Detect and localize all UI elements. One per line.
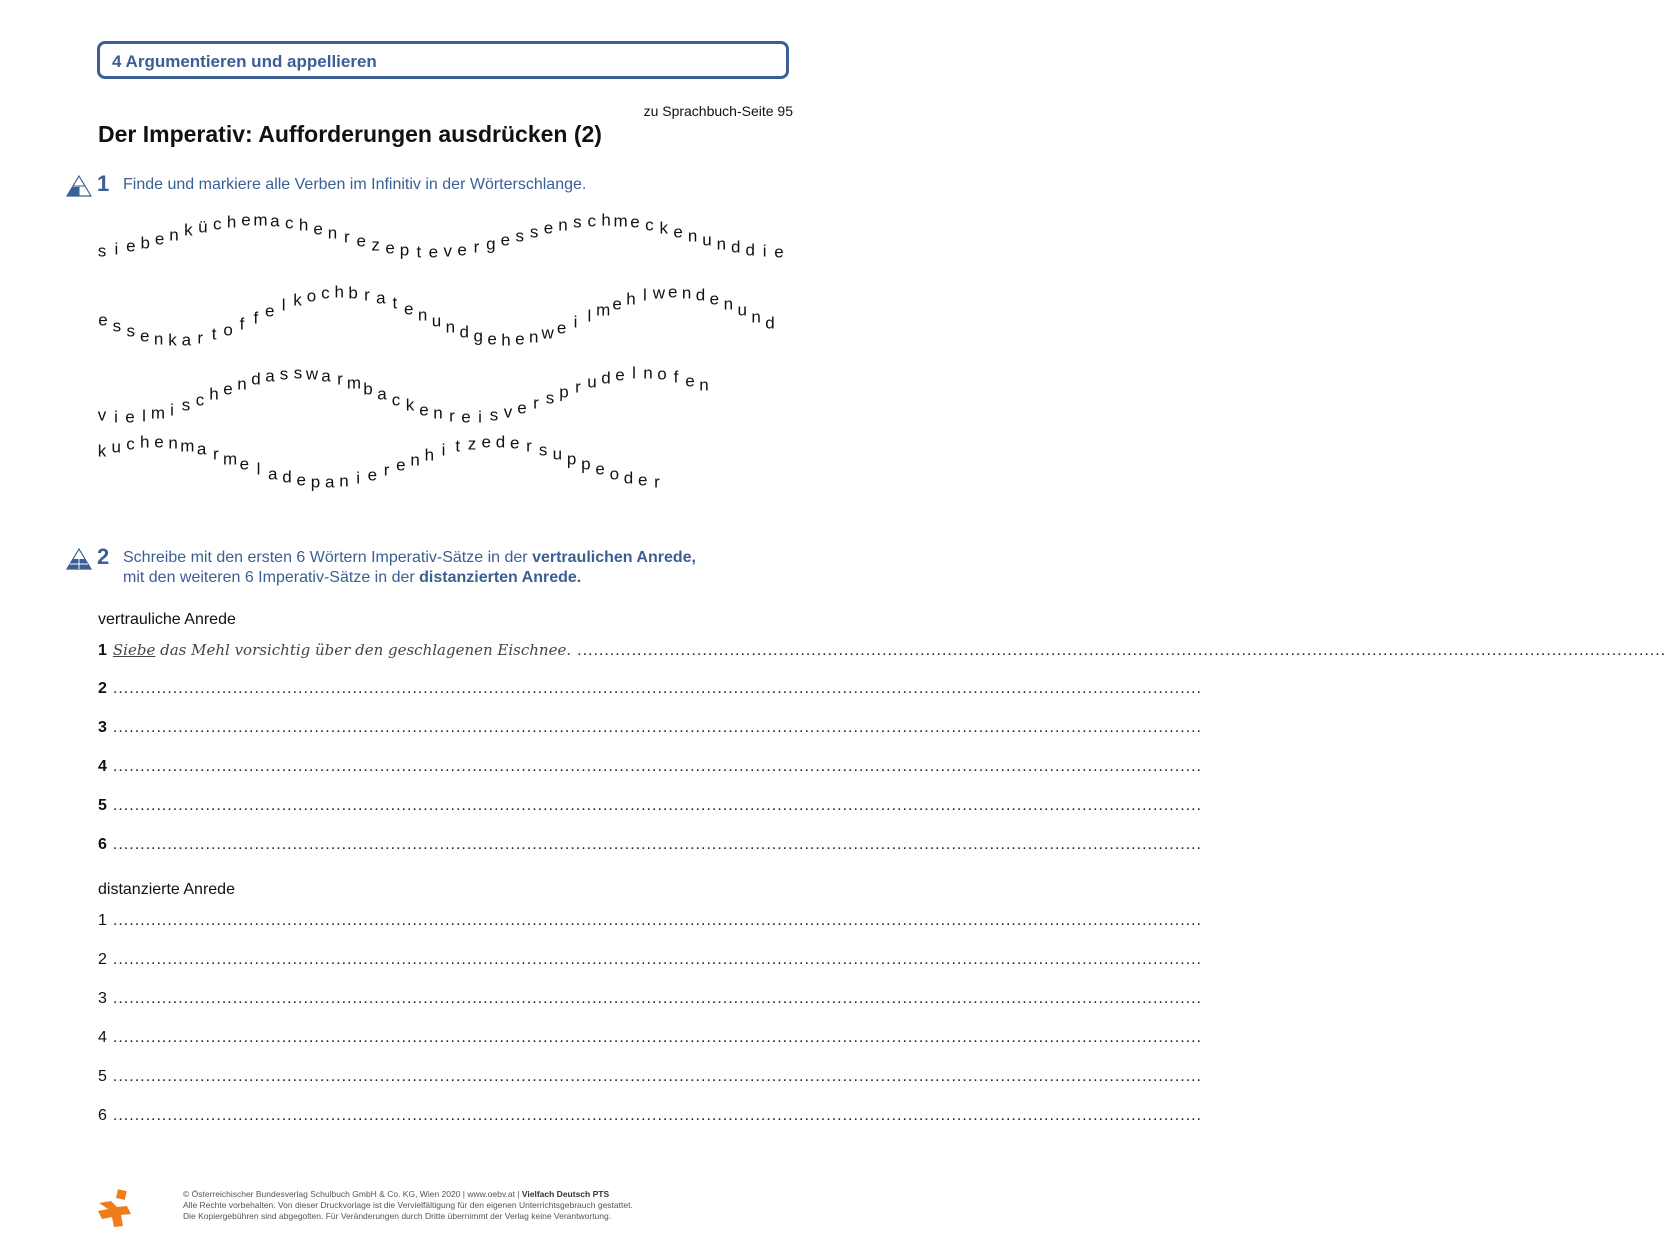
snake-letter[interactable]: s — [97, 241, 107, 261]
snake-letter[interactable]: d — [282, 467, 292, 487]
snake-letter[interactable]: m — [613, 211, 628, 231]
snake-letter[interactable]: r — [473, 237, 480, 257]
snake-letter[interactable]: n — [445, 317, 456, 337]
snake-letter[interactable]: p — [399, 240, 410, 260]
snake-letter[interactable]: s — [538, 440, 548, 460]
snake-letter[interactable]: e — [481, 432, 491, 452]
example-rest: das Mehl vorsichtig über den geschlagenen Eischnee. — [155, 641, 572, 659]
snake-letter[interactable]: a — [268, 464, 278, 484]
snake-letter[interactable]: u — [587, 372, 597, 392]
page-title: Der Imperativ: Aufforderungen ausdrücken (2) — [98, 121, 602, 147]
snake-letter[interactable]: g — [473, 326, 483, 346]
answer-line[interactable] — [98, 758, 1202, 780]
snake-letter[interactable]: t — [455, 436, 461, 456]
snake-letter[interactable]: n — [529, 327, 539, 347]
snake-letter[interactable]: l — [142, 406, 146, 426]
snake-letter[interactable]: e — [461, 407, 471, 427]
snake-letter[interactable]: e — [396, 455, 406, 475]
snake-letter[interactable]: k — [168, 330, 177, 350]
footer-line: Die Kopiergebühren sind abgegolten. Für Veränderungen durch Dritte übernimmt der Verlag keine Verantwortung. — [183, 1211, 612, 1221]
snake-letter[interactable]: e — [457, 240, 467, 260]
snake-letter[interactable]: e — [356, 231, 366, 251]
example-sentence — [113, 641, 571, 659]
snake-letter[interactable]: n — [327, 223, 338, 243]
snake-letter[interactable]: l — [281, 295, 286, 315]
snake-letter[interactable]: m — [596, 300, 611, 320]
snake-letter[interactable]: e — [774, 242, 784, 262]
snake-letter[interactable]: w — [305, 364, 319, 384]
snake-letter[interactable]: r — [575, 377, 581, 397]
snake-letter[interactable]: c — [645, 215, 654, 235]
snake-letter[interactable]: s — [181, 395, 191, 415]
snake-letter[interactable]: w — [541, 323, 554, 343]
snake-letter[interactable]: l — [587, 306, 592, 326]
writing-dots: ........................................................................................................................................................................................................ — [112, 797, 1202, 814]
snake-letter[interactable]: d — [459, 322, 470, 342]
snake-letter[interactable]: n — [339, 471, 349, 491]
snake-letter[interactable]: w — [652, 283, 665, 303]
snake-letter[interactable]: i — [573, 312, 578, 332]
snake-letter[interactable]: d — [731, 237, 741, 257]
snake-letter[interactable]: r — [526, 436, 532, 456]
snake-letter[interactable]: n — [433, 403, 443, 423]
snake-letter[interactable]: d — [495, 432, 506, 452]
snake-letter[interactable]: e — [139, 326, 150, 346]
snake-letter[interactable]: e — [154, 432, 164, 452]
example-verb: Siebe — [112, 641, 156, 659]
snake-letter[interactable]: e — [517, 398, 527, 418]
publisher-logo-icon — [97, 1190, 133, 1228]
chapter-title: 4 Argumentieren und appellieren — [112, 52, 377, 71]
snake-letter[interactable]: h — [626, 289, 636, 309]
writing-dots: ........................................................................................................................................................................................................ — [112, 1068, 1202, 1085]
snake-letter[interactable]: e — [154, 229, 165, 249]
snake-letter[interactable]: r — [533, 393, 539, 413]
snake-letter[interactable]: m — [222, 449, 238, 469]
answer-line[interactable] — [98, 912, 1202, 934]
snake-letter[interactable]: r — [337, 369, 343, 389]
snake-letter[interactable]: e — [673, 222, 683, 242]
line-number: 6 — [98, 836, 107, 853]
snake-letter[interactable]: l — [632, 363, 636, 383]
snake-letter[interactable]: h — [501, 330, 511, 350]
snake-letter[interactable]: k — [184, 220, 193, 240]
snake-letter[interactable]: a — [321, 366, 331, 386]
snake-letter[interactable]: e — [223, 379, 233, 399]
snake-letter[interactable]: s — [573, 212, 582, 232]
answer-line[interactable] — [98, 797, 1202, 819]
snake-letter[interactable]: s — [545, 388, 555, 408]
snake-letter[interactable]: l — [643, 285, 647, 305]
snake-letter[interactable]: e — [487, 329, 497, 349]
snake-letter[interactable]: c — [285, 213, 294, 233]
snake-letter[interactable]: o — [306, 286, 317, 306]
snake-letter[interactable]: e — [313, 219, 323, 239]
snake-letter[interactable]: e — [98, 310, 108, 330]
answer-line[interactable] — [98, 1107, 1202, 1129]
snake-letter[interactable]: a — [181, 330, 192, 350]
snake-letter[interactable]: i — [356, 468, 361, 488]
snake-letter[interactable]: b — [363, 379, 373, 399]
section-label-formal: distanzierte Anrede — [98, 881, 235, 898]
snake-letter[interactable]: c — [321, 283, 330, 303]
snake-letter[interactable]: a — [376, 288, 386, 308]
snake-letter[interactable]: z — [371, 235, 380, 255]
instruction-text: Schreibe mit den ersten 6 Wörtern Imperativ-Sätze in der — [123, 549, 533, 566]
snake-letter[interactable]: v — [443, 241, 452, 261]
line-number: 1 — [98, 912, 107, 929]
snake-letter[interactable]: d — [601, 368, 611, 388]
snake-letter[interactable]: s — [489, 405, 499, 425]
writing-dots: ........................................................................................................................................................................................................ — [112, 1107, 1202, 1124]
snake-letter[interactable]: n — [681, 283, 692, 303]
snake-letter[interactable]: n — [751, 307, 761, 327]
snake-letter[interactable]: m — [180, 436, 195, 456]
snake-letter[interactable]: n — [410, 450, 420, 470]
snake-letter[interactable]: h — [139, 432, 150, 452]
answer-line[interactable] — [98, 719, 1202, 741]
snake-letter[interactable]: e — [667, 282, 678, 302]
snake-letter[interactable]: e — [556, 318, 567, 338]
snake-letter[interactable]: p — [581, 454, 591, 474]
snake-letter[interactable]: u — [431, 311, 442, 331]
snake-letter[interactable]: n — [699, 375, 709, 395]
snake-letter[interactable]: e — [428, 242, 439, 262]
snake-letter[interactable]: c — [212, 214, 222, 234]
writing-dots: ........................................................................................................................................................................................................ — [112, 680, 1202, 697]
snake-letter[interactable]: n — [417, 305, 428, 325]
snake-letter[interactable]: r — [213, 444, 219, 464]
snake-letter[interactable]: u — [702, 230, 712, 250]
writing-dots: ........................................................................................................................................................................................................ — [577, 642, 1666, 659]
line-number: 2 — [98, 680, 107, 697]
snake-letter[interactable]: e — [615, 365, 625, 385]
snake-letter[interactable]: r — [383, 460, 390, 480]
difficulty-level-2-icon — [66, 548, 92, 570]
snake-letter[interactable]: v — [503, 402, 513, 422]
snake-letter[interactable]: e — [367, 465, 378, 485]
snake-letter[interactable]: k — [293, 290, 302, 310]
snake-letter[interactable]: n — [153, 329, 164, 348]
snake-letter[interactable]: t — [416, 242, 422, 262]
snake-letter[interactable]: c — [195, 390, 205, 410]
answer-line[interactable] — [98, 641, 1666, 663]
snake-letter[interactable]: r — [654, 472, 660, 492]
snake-letter[interactable]: u — [111, 437, 121, 457]
line-number: 1 — [98, 642, 107, 659]
task-instruction: Finde und markiere alle Verben im Infinitiv in der Wörterschlange. — [123, 176, 587, 193]
writing-dots: ........................................................................................................................................................................................................ — [112, 836, 1202, 853]
task-number: 1 — [97, 171, 110, 196]
snake-letter[interactable]: e — [296, 470, 306, 490]
snake-letter[interactable]: r — [197, 328, 204, 348]
snake-letter[interactable]: e — [515, 329, 525, 349]
snake-letter[interactable]: a — [324, 472, 335, 492]
line-number: 5 — [98, 797, 107, 814]
snake-letter[interactable]: a — [265, 366, 275, 386]
instruction-emphasis: distanzierten Anrede. — [419, 569, 582, 586]
answer-line[interactable] — [98, 951, 1202, 973]
snake-letter[interactable]: n — [168, 433, 178, 453]
instruction-emphasis: vertraulichen Anrede, — [532, 549, 696, 566]
answer-line[interactable] — [98, 836, 1202, 858]
task-instruction — [123, 548, 696, 588]
snake-letter[interactable]: s — [126, 321, 136, 341]
snake-letter[interactable]: p — [310, 472, 321, 492]
snake-letter[interactable]: k — [97, 441, 107, 461]
snake-letter[interactable]: v — [97, 405, 107, 425]
snake-letter[interactable]: ü — [198, 217, 208, 237]
snake-letter[interactable]: e — [126, 236, 136, 256]
snake-letter[interactable]: h — [334, 282, 344, 302]
snake-letter[interactable]: e — [125, 407, 135, 427]
page-reference: zu Sprachbuch-Seite 95 — [643, 103, 793, 119]
snake-letter[interactable]: l — [256, 459, 261, 479]
snake-letter[interactable]: h — [226, 212, 237, 232]
snake-letter[interactable]: n — [558, 215, 568, 235]
writing-dots: ........................................................................................................................................................................................................ — [112, 912, 1202, 929]
snake-letter[interactable]: a — [377, 384, 387, 404]
snake-letter[interactable]: e — [630, 212, 640, 232]
snake-letter[interactable]: i — [114, 407, 118, 427]
snake-letter[interactable]: n — [643, 363, 653, 383]
snake-letter[interactable]: s — [529, 222, 539, 242]
snake-letter[interactable]: i — [170, 400, 174, 420]
snake-letter[interactable]: e — [595, 459, 605, 479]
snake-letter[interactable]: d — [765, 313, 775, 333]
snake-letter[interactable]: e — [403, 299, 414, 319]
writing-dots: ........................................................................................................................................................................................................ — [112, 1029, 1202, 1046]
snake-letter[interactable]: e — [239, 454, 250, 474]
snake-letter[interactable]: s — [293, 363, 303, 383]
snake-letter[interactable]: e — [419, 400, 429, 420]
snake-letter[interactable]: h — [424, 445, 435, 465]
snake-letter[interactable]: m — [150, 403, 166, 423]
answer-line[interactable] — [98, 1029, 1202, 1051]
snake-letter[interactable]: c — [391, 390, 401, 410]
snake-letter[interactable]: h — [209, 384, 219, 404]
snake-letter[interactable]: c — [587, 211, 596, 231]
snake-letter[interactable]: d — [251, 369, 261, 389]
snake-letter[interactable]: s — [279, 364, 289, 384]
snake-letter[interactable]: b — [348, 283, 358, 303]
task-number: 2 — [97, 544, 110, 569]
snake-letter[interactable]: m — [253, 210, 268, 230]
snake-letter[interactable]: o — [223, 320, 233, 340]
snake-letter[interactable]: p — [559, 382, 569, 402]
snake-letter[interactable]: e — [543, 218, 554, 238]
snake-letter[interactable]: i — [762, 241, 767, 261]
snake-letter[interactable]: g — [486, 234, 496, 254]
snake-letter[interactable]: o — [609, 464, 620, 484]
snake-letter[interactable]: n — [716, 234, 727, 254]
snake-letter[interactable]: d — [745, 240, 755, 260]
answer-line[interactable] — [98, 1068, 1202, 1090]
snake-letter[interactable]: n — [723, 294, 734, 314]
snake-letter[interactable]: c — [126, 434, 135, 454]
snake-letter[interactable]: e — [638, 470, 648, 490]
snake-letter[interactable]: e — [241, 210, 251, 230]
snake-letter[interactable]: u — [737, 300, 747, 320]
snake-letter[interactable]: r — [449, 406, 455, 426]
snake-letter[interactable]: r — [344, 227, 350, 247]
snake-letter[interactable]: i — [114, 239, 119, 259]
snake-letter[interactable]: a — [270, 211, 280, 231]
snake-letter[interactable]: e — [685, 371, 695, 391]
line-number: 3 — [98, 719, 107, 736]
snake-letter[interactable]: b — [140, 233, 150, 253]
snake-letter[interactable]: z — [467, 434, 477, 454]
line-number: 5 — [98, 1068, 107, 1085]
snake-letter[interactable]: e — [500, 230, 511, 250]
snake-letter[interactable]: i — [478, 407, 482, 427]
difficulty-level-1-icon — [66, 175, 92, 197]
snake-letter[interactable]: d — [695, 285, 706, 305]
chapter-header-box — [97, 41, 789, 79]
line-number: 2 — [98, 951, 107, 968]
snake-letter[interactable]: n — [237, 374, 247, 393]
snake-letter[interactable]: u — [552, 444, 563, 464]
snake-letter[interactable]: e — [385, 238, 395, 258]
snake-letter[interactable]: h — [601, 210, 611, 230]
snake-letter[interactable]: n — [169, 225, 179, 244]
snake-letter[interactable]: p — [566, 449, 577, 469]
snake-letter[interactable]: d — [623, 468, 634, 488]
line-number: 6 — [98, 1107, 107, 1124]
snake-letter[interactable]: e — [612, 294, 622, 314]
footer-line: Alle Rechte vorbehalten. Von dieser Druckvorlage ist die Vervielfältigung für den eigenen Unterrichtsgebrauch gestattet. — [183, 1200, 633, 1210]
writing-dots: ........................................................................................................................................................................................................ — [112, 951, 1202, 968]
writing-dots: ........................................................................................................................................................................................................ — [112, 990, 1202, 1007]
footer-copyright — [183, 1189, 633, 1222]
section-label-familiar: vertrauliche Anrede — [98, 611, 236, 628]
answer-line[interactable] — [98, 680, 1202, 702]
writing-dots: ........................................................................................................................................................................................................ — [112, 758, 1202, 775]
snake-letter[interactable]: t — [211, 324, 217, 344]
snake-letter[interactable]: h — [298, 215, 309, 235]
snake-letter[interactable]: f — [239, 314, 245, 334]
snake-letter[interactable]: s — [112, 316, 122, 336]
snake-letter[interactable]: a — [196, 439, 207, 459]
writing-dots: ........................................................................................................................................................................................................ — [112, 719, 1202, 736]
line-number: 4 — [98, 1029, 107, 1046]
footer-line: © Österreichischer Bundesverlag Schulbuch GmbH & Co. KG, Wien 2020 | www.oebv.at | — [183, 1189, 522, 1199]
snake-letter[interactable]: e — [265, 301, 275, 321]
snake-letter[interactable]: o — [657, 364, 667, 384]
snake-letter[interactable]: f — [253, 308, 259, 328]
snake-letter[interactable]: k — [659, 218, 669, 238]
line-number: 4 — [98, 758, 107, 775]
snake-letter[interactable]: n — [687, 226, 698, 246]
snake-letter[interactable]: r — [364, 285, 370, 305]
snake-letter[interactable]: s — [515, 226, 524, 246]
snake-letter[interactable]: m — [346, 373, 362, 393]
product-name: Vielfach Deutsch PTS — [521, 1189, 610, 1199]
line-number: 3 — [98, 990, 107, 1007]
snake-letter[interactable]: i — [441, 440, 446, 460]
snake-letter[interactable]: f — [673, 367, 679, 387]
snake-letter[interactable]: k — [405, 395, 415, 415]
instruction-text: mit den weiteren 6 Imperativ-Sätze in der — [123, 569, 420, 586]
answer-line[interactable] — [98, 990, 1202, 1012]
snake-letter[interactable]: e — [709, 289, 720, 309]
snake-letter[interactable]: e — [509, 433, 520, 453]
snake-letter[interactable]: t — [392, 293, 398, 313]
